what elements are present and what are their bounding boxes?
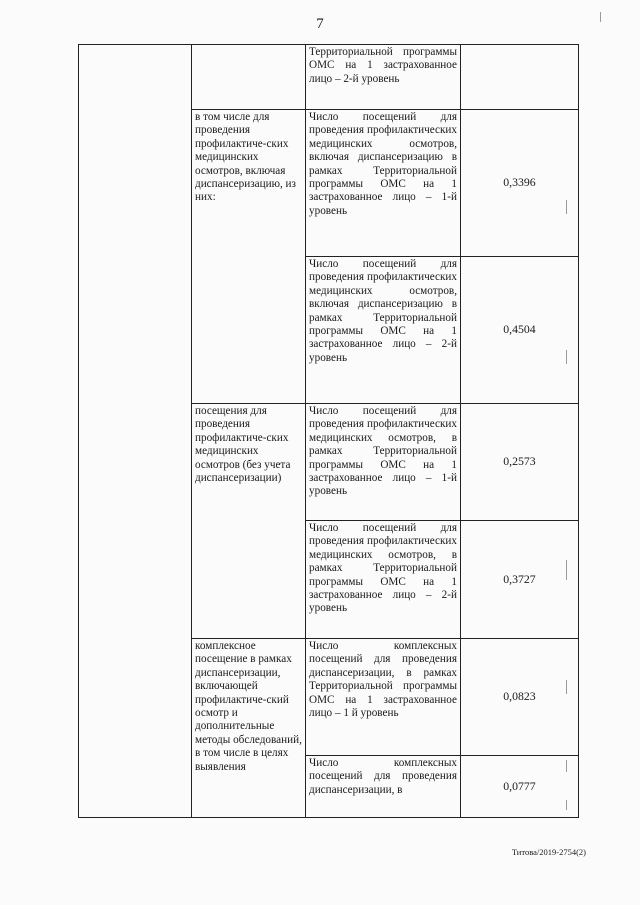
indicator-cell: Число посещений для проведения профилактических медицинских осмотров, в рамках Территориальной программы ОМС на 1 застрахованное лицо – 2-й уровень [306, 521, 461, 639]
category-cell [192, 45, 306, 110]
value-cell: 0,4504 [461, 257, 579, 404]
scan-artifact [566, 350, 567, 364]
indicator-cell: Число комплексных посещений для проведения диспансеризации, в [306, 756, 461, 818]
blank-left-cell [79, 45, 192, 818]
value-cell: 0,0823 [461, 639, 579, 756]
scan-artifact [566, 800, 567, 810]
category-cell: в том числе для проведения профилактиче-ских медицинских осмотров, включая диспансеризацию, из них: [192, 110, 306, 404]
indicator-cell: Число комплексных посещений для проведения диспансеризации, в рамках Территориальной программы ОМС на 1 застрахованное лицо – 1 й уровень [306, 639, 461, 756]
value-cell: 0,2573 [461, 404, 579, 521]
category-cell: комплексное посещение в рамках диспансеризации, включающей профилактиче-ский осмотр и дополнительные методы обследований, в том числе в целях выявления [192, 639, 306, 818]
document-code: Титова/2019-2754(2) [511, 847, 586, 857]
scan-artifact [566, 560, 567, 580]
indicator-cell: Число посещений для проведения профилактических медицинских осмотров, включая диспансеризацию в рамках Территориальной программы ОМС на 1 застрахованное лицо – 2-й уровень [306, 257, 461, 404]
value-cell: 0,0777 [461, 756, 579, 818]
indicator-cell: Территориальной программы ОМС на 1 застрахованное лицо – 2-й уровень [306, 45, 461, 110]
category-cell: посещения для проведения профилактиче-ских медицинских осмотров (без учета диспансеризации) [192, 404, 306, 639]
indicator-cell: Число посещений для проведения профилактических медицинских осмотров, в рамках Территориальной программы ОМС на 1 застрахованное лицо – 1-й уровень [306, 404, 461, 521]
scan-artifact [566, 760, 567, 772]
value-cell: 0,3727 [461, 521, 579, 639]
page-number: 7 [316, 16, 324, 32]
scan-artifact [600, 12, 601, 22]
indicator-cell: Число посещений для проведения профилактических медицинских осмотров, включая диспансеризацию в рамках Территориальной программы ОМС на 1 застрахованное лицо – 1-й уровень [306, 110, 461, 257]
scan-artifact [566, 200, 567, 214]
table-row [79, 45, 579, 110]
value-cell: 0,3396 [461, 110, 579, 257]
value-cell [461, 45, 579, 110]
scan-artifact [566, 680, 567, 694]
indicators-table [78, 44, 579, 818]
